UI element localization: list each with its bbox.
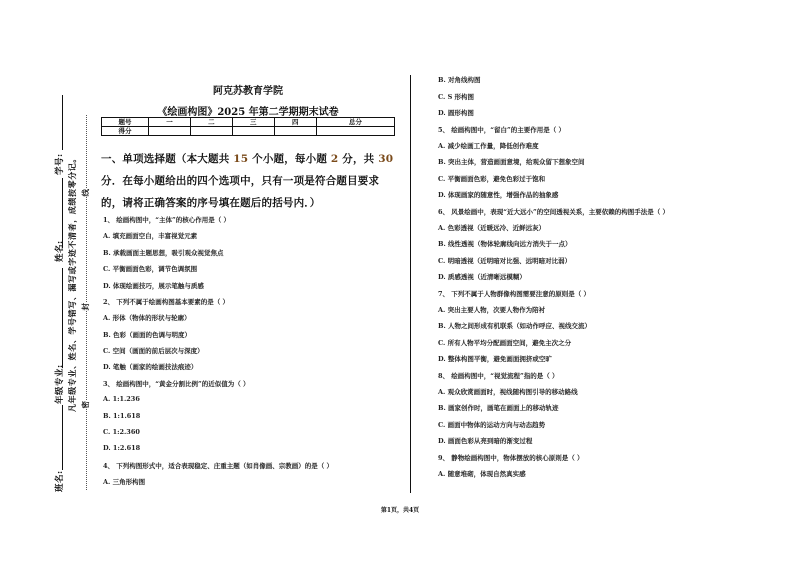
option-line: D. 体现画家的随意性，增强作品的抽象感 (438, 191, 559, 199)
question-line: 3、 绘画构图中，“黄金分割比例”的近似值为（ ） (103, 380, 250, 388)
label-nianji: 年级专业: (55, 364, 65, 404)
option-line: B. 1:1.618 (103, 412, 141, 420)
binding-note: 凡年级专业、姓名、学号错写、漏写或字迹不清者，成绩按零分记。 (67, 154, 77, 412)
option-line: A. 减少绘画工作量，降低创作难度 (438, 142, 539, 150)
score-cell: 四 (274, 118, 316, 127)
option-line: B. 承载画面主题思想，吸引观众视觉焦点 (103, 249, 224, 257)
question-line: 9、 静物绘画构图中，物体摆放的核心原则是（ ） (438, 454, 584, 462)
section-prefix: 一、单项选择题（本大题共 (101, 153, 234, 165)
option-line: C. 空间（画面的前后层次与深度） (103, 347, 204, 355)
exam-header (100, 0, 396, 118)
score-input-cell (232, 127, 274, 136)
question-count: 15 (233, 153, 249, 165)
section-heading (101, 148, 397, 214)
seal-char-mi: 密 (81, 401, 90, 409)
score-cell: 二 (190, 118, 232, 127)
option-line: D. 画面色彩从亮到暗的渐变过程 (438, 437, 533, 445)
option-line: D. 圆形构图 (438, 109, 474, 117)
column-divider (410, 75, 411, 493)
page-number: 第1页，共4页 (380, 507, 420, 514)
xuehao-line (62, 95, 63, 150)
question-line: 2、 下列不属于绘画构图基本要素的是（ ） (103, 298, 230, 306)
option-line: A. 形体（物体的形状与轮廓） (103, 314, 191, 322)
option-line: C. 画面中物体的运动方向与动态趋势 (438, 421, 546, 429)
option-line: C. S 形构图 (438, 93, 475, 101)
option-line: A. 三角形构图 (103, 478, 146, 486)
school-name: 阿克苏教育学院 (213, 86, 283, 97)
option-line: A. 色彩透视（近暖远冷、近鲜远灰） (438, 224, 546, 232)
seal-char-feng: 封 (81, 303, 90, 311)
section-mid1: 个小题，每小题 (248, 153, 331, 165)
option-line: C. 所有人物平均分配画面空间，避免主次之分 (438, 339, 572, 347)
option-line: A. 填充画面空白，丰富视觉元素 (103, 232, 198, 240)
score-cell: 得分 (102, 127, 149, 136)
option-line: D. 整体构图平衡，避免画面拥挤或空旷 (438, 355, 552, 363)
question-line: 8、 绘画构图中，“视觉流程”指的是（ ） (438, 372, 559, 380)
option-line: B. 人物之间形成有机联系（如动作呼应、视线交流） (438, 322, 592, 330)
xingming-line (62, 178, 63, 248)
label-xingming: 姓名: (55, 240, 65, 262)
exam-title: 《绘画构图》2025 年第二学期期末试卷 (157, 107, 339, 118)
section-suffix: 分．在每小题给出的四个选项中，只有一项是符合题目要求的，请将正确答案的序号填在题后的括号内．） (101, 175, 380, 209)
option-line: A. 观众欣赏画面时，视线随构图引导的移动路线 (438, 388, 578, 396)
option-line: C. 平衡画面色彩，调节色调氛围 (103, 265, 198, 273)
option-line: B. 对角线构图 (438, 76, 481, 84)
option-line: A. 随意堆砌，体现自然真实感 (438, 470, 526, 478)
question-line: 1、 绘画构图中，“主体”的核心作用是（ ） (103, 216, 231, 224)
option-line: D. 1:2.618 (103, 444, 141, 452)
question-line: 5、 绘画构图中，“留白”的主要作用是（ ） (438, 126, 566, 134)
label-banming: 班名: (55, 470, 65, 492)
option-line: D. 笔触（画家的绘画技法痕迹） (103, 363, 198, 371)
score-table-header-row (102, 118, 395, 127)
option-line: C. 明暗透视（近明暗对比强、远明暗对比弱） (438, 257, 572, 265)
option-line: A. 1:1.236 (103, 395, 140, 403)
option-line: B. 突出主体，营造画面意境，给观众留下想象空间 (438, 158, 585, 166)
score-table-score-row (102, 127, 395, 136)
question-line: 6、 风景绘画中，表现“近大远小”的空间透视关系，主要依赖的构图手法是（ ） (438, 208, 670, 216)
points-total: 30 (378, 153, 394, 165)
nianji-line (62, 268, 63, 368)
seal-char-xian: 线 (81, 189, 90, 197)
score-input-cell (274, 127, 316, 136)
option-line: D. 质感透视（近清晰远模糊） (438, 273, 526, 281)
section-mid2: 分，共 (338, 153, 379, 165)
question-line: 7、 下列不属于人物群像构图需要注意的原则是（ ） (438, 290, 591, 298)
score-cell: 题号 (102, 118, 149, 127)
score-table (101, 117, 395, 136)
score-input-cell (316, 127, 394, 136)
question-line: 4、 下列构图形式中，适合表现稳定、庄重主题（如肖像画、宗教画）的是（ ） (103, 462, 334, 470)
option-line: B. 线性透视（物体轮廓线向远方消失于一点） (438, 240, 572, 248)
score-cell: 三 (232, 118, 274, 127)
option-line: C. 平衡画面色彩，避免色彩过于饱和 (438, 175, 546, 183)
option-line: B. 画家创作时，画笔在画面上的移动轨迹 (438, 404, 559, 412)
banming-line (62, 405, 63, 470)
score-cell: 一 (149, 118, 191, 127)
score-cell: 总分 (316, 118, 394, 127)
option-line: B. 色彩（画面的色调与明度） (103, 331, 192, 339)
score-input-cell (149, 127, 191, 136)
points-each: 2 (330, 153, 339, 165)
option-line: D. 体现绘画技巧，展示笔触与质感 (103, 282, 204, 290)
option-line: A. 突出主要人物，次要人物作为陪衬 (438, 306, 546, 314)
label-xuehao: 学号: (55, 153, 65, 175)
option-line: C. 1:2.360 (103, 428, 140, 436)
score-input-cell (190, 127, 232, 136)
